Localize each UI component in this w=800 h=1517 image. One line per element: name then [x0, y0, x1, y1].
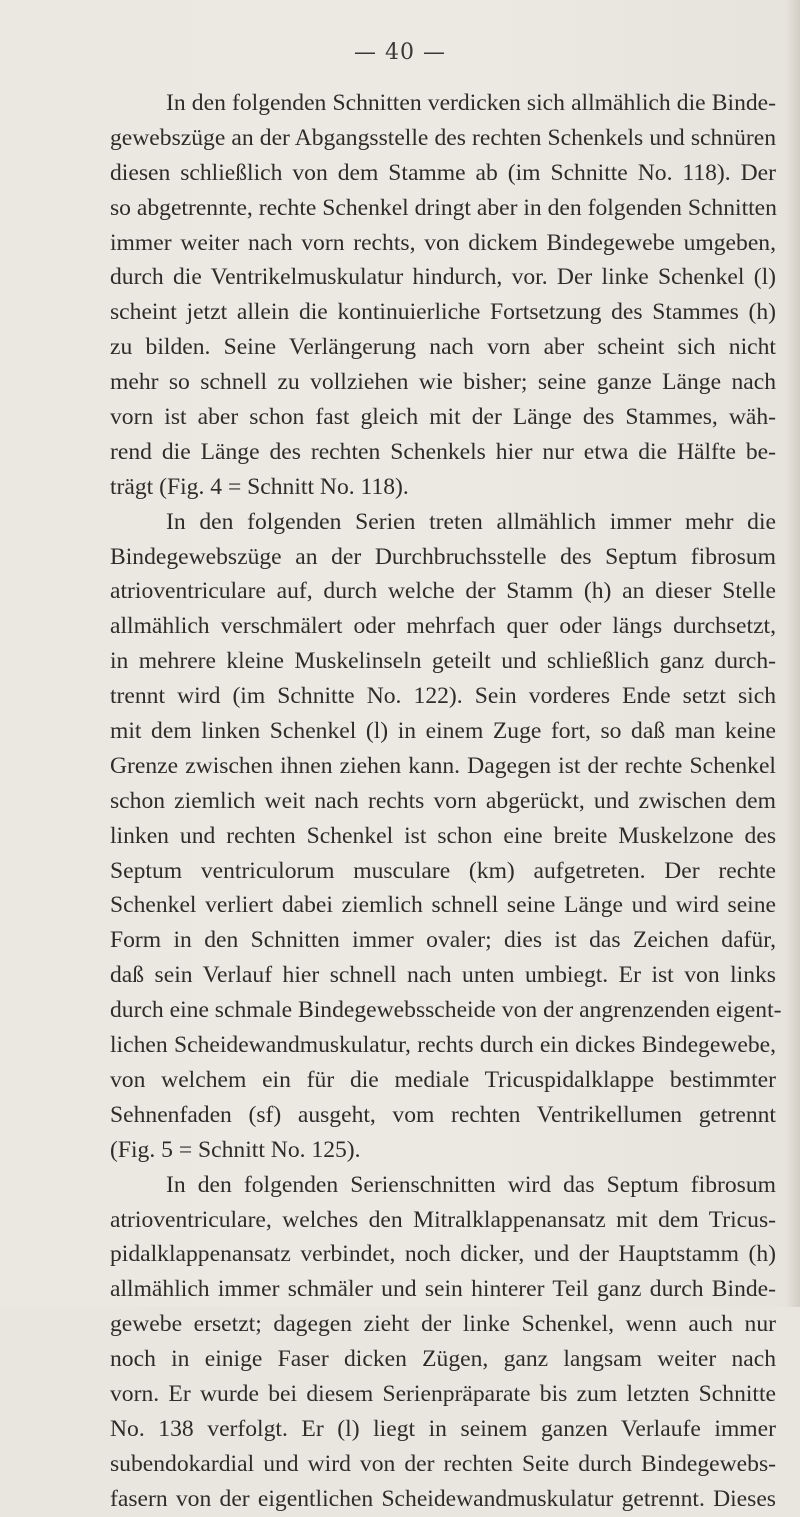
text-line: (Fig. 5 = Schnitt No. 125).: [110, 1136, 361, 1163]
text-line: durch die Ventrikelmuskulatur hindurch, vor. Der linke Schenkel (l): [110, 264, 776, 291]
text-line: durch eine schmale Bindegewebsscheide von der angrenzenden eigent-: [110, 997, 782, 1024]
text-line: atrioventriculare auf, durch welche der Stamm (h) an dieser Stelle: [110, 578, 776, 605]
text-line: linken und rechten Schenkel ist schon eine breite Muskelzone des: [110, 822, 776, 849]
text-line: mehr so schnell zu vollziehen wie bisher; seine ganze Länge nach: [110, 369, 776, 396]
text-line: atrioventriculare, welches den Mitralklappenansatz mit dem Tricus-: [110, 1206, 776, 1233]
text-line: vorn ist aber schon fast gleich mit der Länge des Stammes, wäh-: [110, 404, 776, 431]
text-line: Schenkel verliert dabei ziemlich schnell seine Länge und wird seine: [110, 892, 776, 919]
text-line: fasern von der eigentlichen Scheidewandmuskulatur getrennt. Dieses: [110, 1485, 776, 1512]
text-line: immer weiter nach vorn rechts, von dickem Bindegewebe umgeben,: [110, 229, 776, 256]
text-line: pidalklappenansatz verbindet, noch dicker, und der Hauptstamm (h): [110, 1241, 776, 1268]
text-line: No. 138 verfolgt. Er (l) liegt in seinem ganzen Verlaufe immer: [110, 1415, 776, 1442]
text-line: Septum ventriculorum musculare (km) aufgetreten. Der rechte: [110, 857, 776, 884]
text-line: lichen Scheidewandmuskulatur, rechts durch ein dickes Bindegewebe,: [110, 1032, 776, 1059]
text-line: in mehrere kleine Muskelinseln geteilt und schließlich ganz durch-: [110, 648, 776, 675]
text-line: In den folgenden Serienschnitten wird das Septum fibrosum: [166, 1171, 776, 1198]
page-number: — 40 —: [354, 40, 446, 65]
text-line: zu bilden. Seine Verlängerung nach vorn aber scheint sich nicht: [110, 334, 776, 361]
text-line: Sehnenfaden (sf) ausgeht, vom rechten Ventrikellumen getrennt: [110, 1101, 776, 1128]
text-line: trennt wird (im Schnitte No. 122). Sein vorderes Ende setzt sich: [110, 683, 776, 710]
text-line: vorn. Er wurde bei diesem Serienpräparate bis zum letzten Schnitte: [110, 1380, 776, 1407]
text-line: so abgetrennte, rechte Schenkel dringt aber in den folgenden Schnitten: [110, 194, 777, 221]
text-line: trägt (Fig. 4 = Schnitt No. 118).: [110, 473, 409, 500]
text-line: schon ziemlich weit nach rechts vorn abgerückt, und zwischen dem: [110, 787, 776, 814]
text-line: allmählich verschmälert oder mehrfach quer oder längs durchsetzt,: [110, 613, 776, 640]
text-line: In den folgenden Serien treten allmählich immer mehr die: [166, 508, 776, 535]
paragraph-1: [110, 86, 776, 505]
text-line: von welchem ein für die mediale Tricuspidalklappe bestimmter: [110, 1066, 776, 1093]
text-line: diesen schließlich von dem Stamme ab (im Schnitte No. 118). Der: [110, 159, 776, 186]
text-line: rend die Länge des rechten Schenkels hier nur etwa die Hälfte be-: [110, 438, 776, 465]
text-line: Grenze zwischen ihnen ziehen kann. Dagegen ist der rechte Schenkel: [110, 752, 776, 779]
body-text: [110, 86, 782, 1517]
text-line: allmählich immer schmäler und sein hinterer Teil ganz durch Binde-: [110, 1276, 776, 1303]
paragraph-2: [110, 505, 782, 1168]
text-line: Bindegewebszüge an der Durchbruchsstelle des Septum fibrosum: [110, 543, 776, 570]
text-line: mit dem linken Schenkel (l) in einem Zuge fort, so daß man keine: [110, 718, 776, 745]
text-line: scheint jetzt allein die kontinuierliche Fortsetzung des Stammes (h): [110, 299, 776, 326]
paragraph-3: [110, 1168, 776, 1517]
text-line: gewebszüge an der Abgangsstelle des rechten Schenkels und schnüren: [110, 124, 776, 151]
page-edge-shadow: [786, 0, 800, 1307]
text-line: Form in den Schnitten immer ovaler; dies ist das Zeichen dafür,: [110, 927, 776, 954]
text-line: In den folgenden Schnitten verdicken sich allmählich die Binde-: [166, 90, 776, 116]
text-line: gewebe ersetzt; dagegen zieht der linke Schenkel, wenn auch nur: [110, 1311, 776, 1338]
text-line: noch in einige Faser dicken Zügen, ganz langsam weiter nach: [110, 1346, 776, 1373]
text-line: subendokardial und wird von der rechten Seite durch Bindegewebs-: [110, 1450, 776, 1477]
text-line: daß sein Verlauf hier schnell nach unten umbiegt. Er ist von links: [110, 962, 776, 989]
